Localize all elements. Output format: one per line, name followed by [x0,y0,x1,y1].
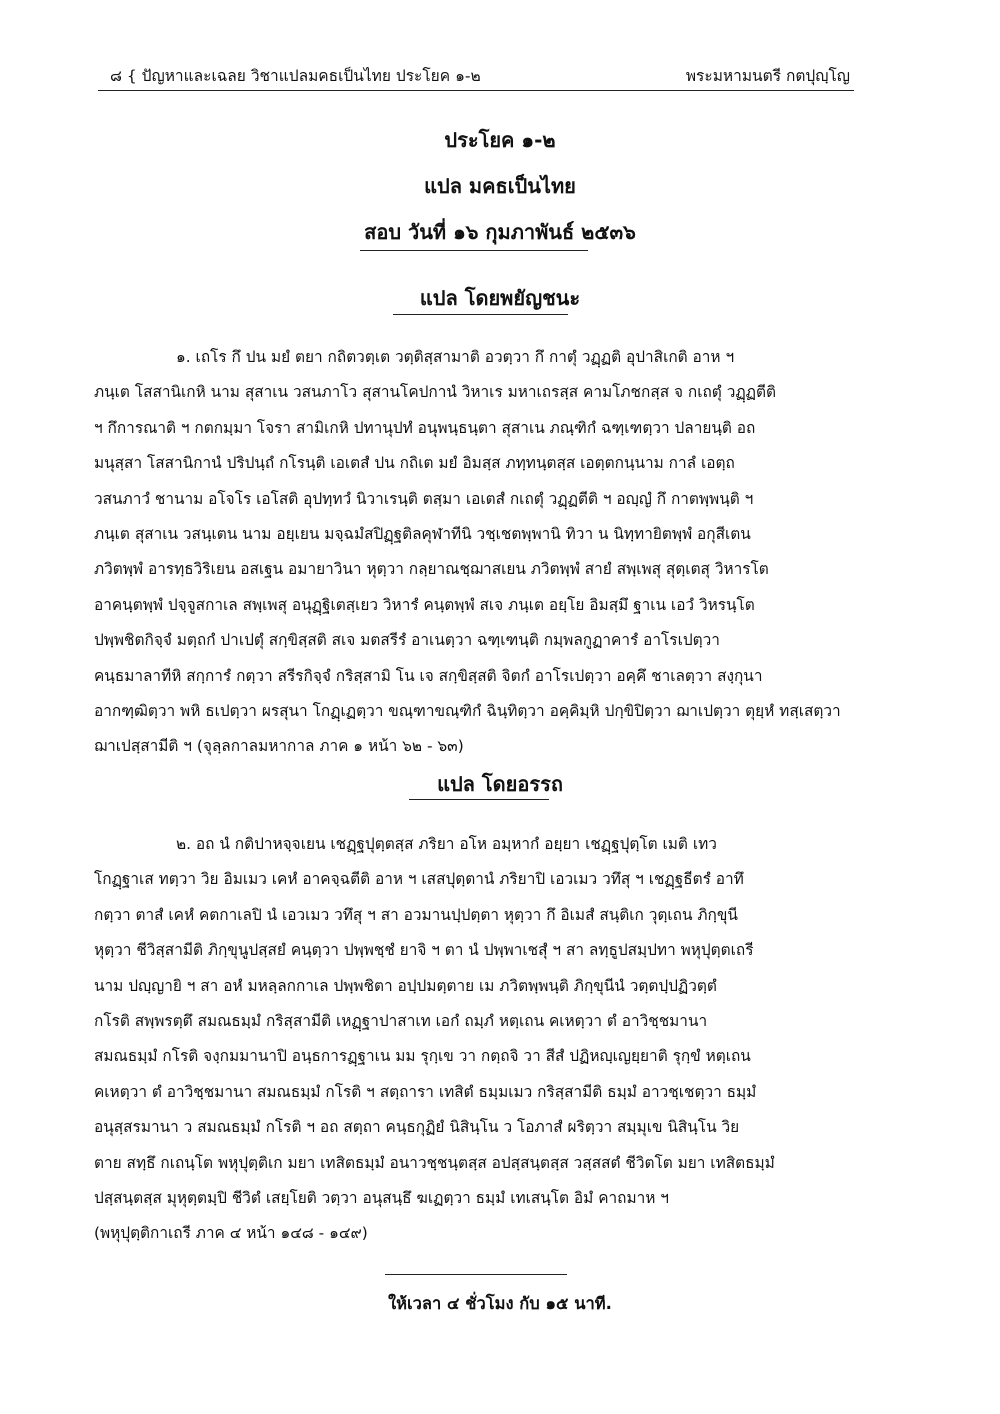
exam-time-note: ให้เวลา ๔ ชั่วโมง กับ ๑๕ นาที. [388,1294,612,1313]
passage-line: สมณธมฺมํ กโรติ จงฺกมมานาปิ อนฺธการฏฺฐาเน มม รุกฺเข วา กตฺถจิ วา สีสํ ปฏิหญฺเญยฺยาติ รุกฺขํ หตฺเถน [94,1047,751,1066]
passage-line: อนุสฺสรมานา ว สมณธมฺมํ กโรติ ฯ อถ สตฺถา คนฺธกุฏิยํ นิสินฺโน ว โอภาสํ ผริตฺวา สมฺมุเข นิสินฺโน วิย [94,1118,740,1137]
passage-line: ภนฺเต สุสาเน วสนฺเตน นาม อยฺเยน มจฺฉมํสปิฏฺฐติลคุฬาทีนิ วชฺเชตพฺพานิ ทิวา น นิทฺทายิตพฺพํ อกุสีเตน [94,524,751,543]
passage-line: ปสฺสนฺตสฺส มุหุตฺตมฺปิ ชีวิตํ เสยฺโยติ วตฺวา อนุสนฺธึ ฆเฏตฺวา ธมฺมํ เทเสนฺโต อิมํ คาถมาห ฯ [94,1188,669,1207]
passage-line: กโรติ สพฺพรตฺตึ สมณธมฺมํ กริสฺสามีติ เหฏฺฐาปาสาเท เอกํ ถมฺภํ หตฺเถน คเหตฺวา ตํ อาวิชฺชมานา [94,1011,708,1030]
passage-line: ๑. เถโร กึ ปน มยํ ตยา กถิตวตฺเต วตฺติสฺสามาติ อวตฺวา กึ กาตุํ วฏฺฏติ อุปาสิเกติ อาห ฯ [176,348,735,366]
passage-line: ๒. อถ นํ กติปาหจฺจเยน เชฏฺฐปุตฺตสฺส ภริยา อโห อมฺหากํ อยฺยา เชฏฺฐปุตฺโต เมติ เทว [176,835,717,853]
section1-passage [94,340,858,765]
section1-heading-underline [393,314,568,315]
header-page-title: ๘ { ปัญหาและเฉลย วิชาแปลมคธเป็นไทย ประโยค ๑-๒ [110,67,481,85]
exam-title-block [0,126,1000,264]
footer-divider [385,1274,567,1275]
passage-line: ฯ กึการณาติ ฯ กตกมฺมา โจรา สามิเกหิ ปทานุปทํ อนุพนฺธนฺตา สุสาเน ภณฺฑิกํ ฉฑฺเฑตฺวา ปลายนฺติ อถ [94,418,756,437]
passage-line: คนฺธมาลาทีหิ สกฺการํ กตฺวา สรีรกิจฺจํ กริสฺสามิ โน เจ สกฺขิสฺสติ จิตกํ อาโรเปตฺวา อคฺคึ ชาเลตฺวา สงฺกุนา [94,666,763,685]
passage-line: คเหตฺวา ตํ อาวิชฺชมานา สมณธมฺมํ กโรติ ฯ สตฺถารา เทสิตํ ธมฺมเมว กริสฺสามีติ ธมฺมํ อาวชฺเชตฺวา ธมฺมํ [94,1082,757,1101]
passage-line: อากฑฺฒิตฺวา พหิ ธเปตฺวา ผรสุนา โกฏฺเฏตฺวา ขณฺฑาขณฺฑิกํ ฉินฺทิตฺวา อคฺคิมฺหิ ปกฺขิปิตฺวา ฌาเปตฺวา ตุยฺหํ ทสฺเสตฺวา [94,701,841,720]
passage-line: นาม ปญฺญายิ ฯ สา อหํ มหลฺลกกาเล ปพฺพชิตา อปฺปมตฺตาย เม ภวิตพฺพนฺติ ภิกฺขุนีนํ วตฺตปฺปฏิวตฺตํ [94,976,717,995]
exam-level-title: ประโยค ๑-๒ [444,128,556,152]
passage-line: วสนภาวํ ชานาม อโจโร เอโสติ อุปทฺทวํ นิวาเรนฺติ ตสฺมา เอเตสํ กเถตุํ วฏฺฏตีติ ฯ อญฺญํ กึ กาตพฺพนฺติ ฯ [94,489,754,508]
passage-line: อาคนฺตพฺพํ ปจฺจูสกาเล สพฺเพสุ อนุฏฺฐิเตสฺเยว วิหารํ คนฺตพฺพํ สเจ ภนฺเต อยฺโย อิมสฺมึ ฐาเน เอวํ วิหรนฺโต [94,595,755,614]
passage-line: ภวิตพฺพํ อารทฺธวิริเยน อสเฐน อมายาวินา หุตฺวา กลฺยาณชฺฌาสเยน ภวิตพฺพํ สายํ สพฺเพสุ สุตฺเตสุ วิหารโต [94,560,769,579]
header-author: พระมหามนตรี กตปุญฺโญ [685,67,850,85]
passage-line: กตฺวา ตาสํ เคหํ คตกาเลปิ นํ เอวเมว วทึสุ ฯ สา อวมานปฺปตฺตา หุตฺวา กึ อิเมสํ สนฺติเก วุตฺเถน ภิกฺขุนี [94,905,738,924]
passage-line: ตาย สทฺธึ กเถนฺโต พหุปุตฺติเก มยา เทสิตธมฺมํ อนาวชฺชนฺตสฺส อปสฺสนฺตสฺส วสฺสสตํ ชีวิตโต มยา เทสิตธมฺมํ [94,1153,775,1172]
passage-line: ปพฺพชิตกิจฺจํ มตฺถกํ ปาเปตุํ สกฺขิสฺสติ สเจ มตสรีรํ อาเนตฺวา ฉฑฺเฑนฺติ กมฺพลกูฏาคารํ อาโรเปตฺวา [94,631,720,650]
section2-heading-underline [409,799,549,800]
passage-line: มนุสฺสา โสสานิกานํ ปริปนฺถํ กโรนฺติ เอเตสํ ปน กถิเต มยํ อิมสฺส ภทฺทนฺตสฺส เอตฺตกนฺนาม กาลํ เอตฺถ [94,454,735,473]
passage-source-citation: ฌาเปสฺสามีติ ฯ (จุลฺลกาลมหากาล ภาค ๑ หน้า ๖๒ - ๖๓) [94,737,464,756]
passage-line: โกฏฺฐาเส ทตฺวา วิย อิมเมว เคหํ อาคจฺฉตีติ อาห ฯ เสสปุตฺตานํ ภริยาปิ เอวเมว วทึสุ ฯ เชฏฺฐธีตรํ อาทึ [94,870,744,889]
passage-source-citation: (พหุปุตฺติกาเถรี ภาค ๔ หน้า ๑๔๘ - ๑๔๙) [94,1224,368,1243]
section2-heading: แปล โดยอรรถ [437,772,563,796]
passage-line: ภนฺเต โสสานิเกหิ นาม สุสาเน วสนภาโว สุสานโคปกานํ วิหาเร มหาเถรสฺส คามโภชกสฺส จ กเถตุํ วฏฺฏตีติ [94,383,776,402]
section1-heading: แปล โดยพยัญชนะ [419,286,581,310]
section2-passage [94,827,858,1252]
title-underline [360,250,588,251]
exam-date-title: สอบ วันที่ ๑๖ กุมภาพันธ์ ๒๕๓๖ [364,220,636,244]
passage-line: หุตฺวา ชีวิสฺสามีติ ภิกฺขุนูปสฺสยํ คนฺตฺวา ปพฺพชฺชํ ยาจิ ฯ ตา นํ ปพฺพาเชสุํ ฯ สา ลทฺธูปสมฺปทา พหุปุตฺตเถรี [94,941,754,960]
exam-subject-title: แปล มคธเป็นไทย [424,174,576,198]
page-header [98,66,854,91]
